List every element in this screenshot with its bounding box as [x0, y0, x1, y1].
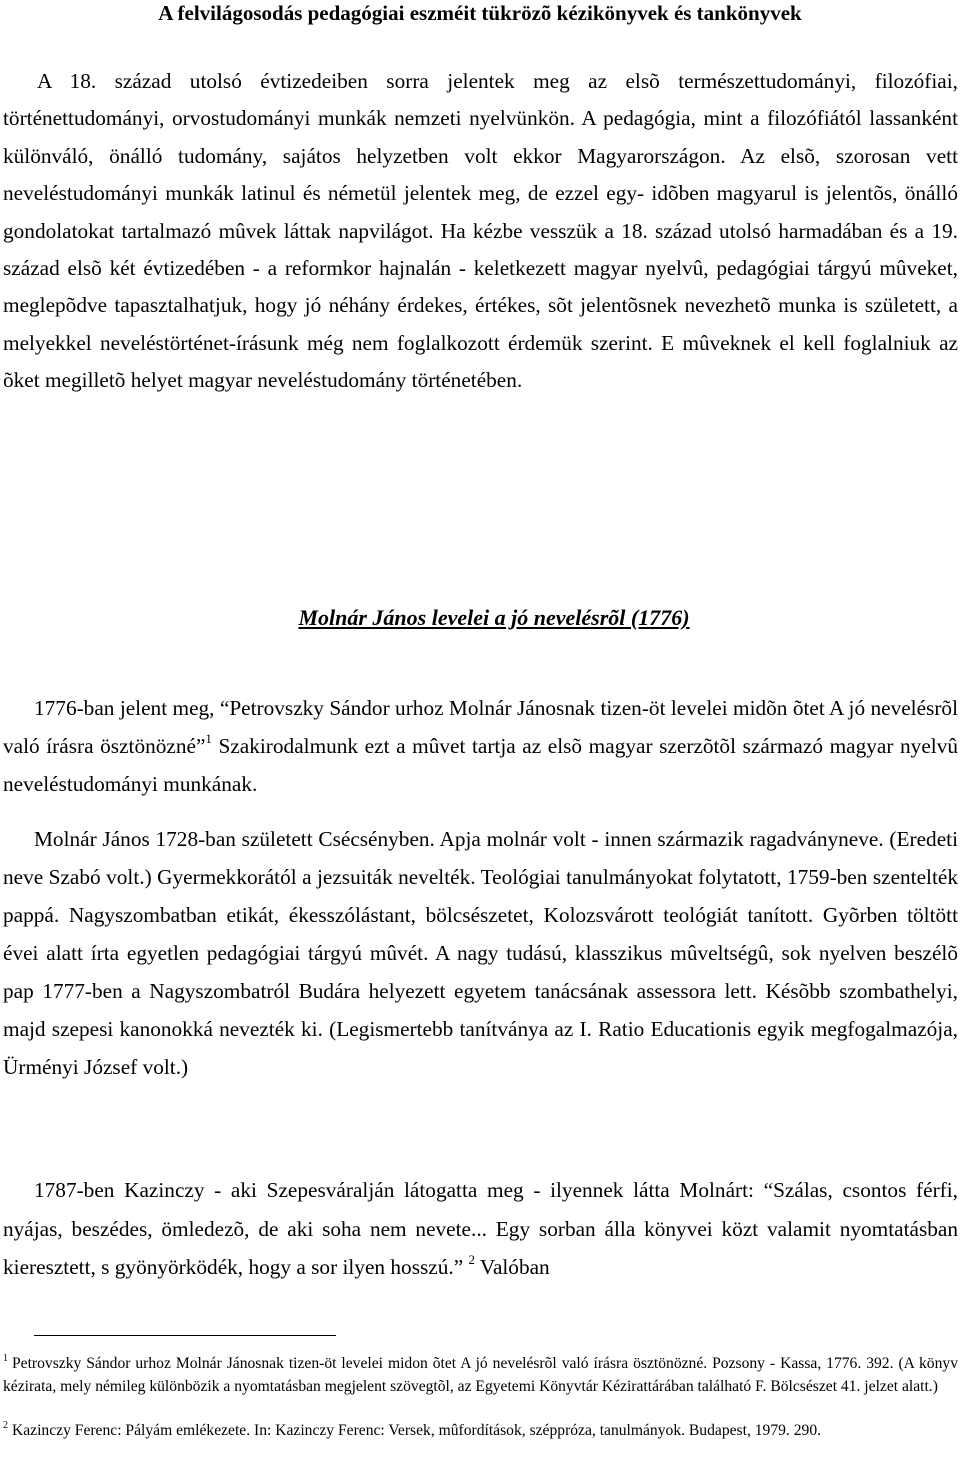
footnote-separator	[34, 1335, 336, 1336]
footnote-ref-1: 1	[205, 730, 212, 746]
section-paragraph-1	[3, 689, 958, 803]
section-paragraph-1-text: 1776-ban jelent meg, “Petrovszky Sándor urhoz Molnár Jánosnak tizen-öt levelei midõn õtet A jó nevelésrõl való írásra ösztönözné”	[3, 696, 958, 758]
intro-paragraph: A 18. század utolsó évtizedeiben sorra jelentek meg az elsõ természettudományi, filozófiai, történettudományi, orvostudományi munkák nemzeti nyelvünkön. A pedagógia, mint a filozófiától lassanként különváló, önálló tudomány, sajátos helyzetben volt ekkor Magyarországon. Az elsõ, szorosan vett neveléstudományi munkák latinul és németül jelentek meg, de ezzel egy- idõben magyarul is jelentõs, önálló gondolatokat tartalmazó mûvek láttak napvilágot. Ha kézbe vesszük a 18. század utolsó harmadában és a 19. század elsõ két évtizedében - a reformkor hajnalán - keletkezett magyar nyelvû, pedagógiai tárgyú mûveket, meglepõdve tapasztalhatjuk, hogy jó néhány érdekes, értékes, sõt jelentõsnek nevezhetõ munka is született, a melyekkel neveléstörténet-írásunk még nem foglalkozott érdemük szerint. E mûveknek el kell foglalniuk az õket megilletõ helyet magyar neveléstudomány történetében.	[3, 69, 958, 393]
footnote-1-text: Petrovszky Sándor urhoz Molnár Jánosnak tizen-öt levelei midon õtet A jó nevelésrõl való írásra ösztönözné. Pozsony - Kassa, 1776. 392. (A könyv kézirata, mely némileg különbözik a nyomtatásban megjelent szövegtõl, az Egyetemi Könyvtár Kézirattárában található F. Bölcsészet 41. jelzet alatt.)	[3, 1355, 958, 1395]
footnote-ref-2: 2	[468, 1251, 475, 1267]
footnote-2	[3, 1420, 958, 1443]
footnote-1	[3, 1353, 958, 1398]
footnote-1-number: 1	[3, 1352, 8, 1364]
footnote-2-text: Kazinczy Ferenc: Pályám emlékezete. In: Kazinczy Ferenc: Versek, mûfordítások, széppróza, tanulmányok. Budapest, 1979. 290.	[12, 1422, 822, 1439]
document-title: A felvilágosodás pedagógiai eszméit tükrözõ kézikönyvek és tankönyvek	[158, 1, 802, 25]
section-heading: Molnár János levelei a jó nevelésrõl (1776)	[298, 605, 690, 630]
section-paragraph-3	[3, 1171, 958, 1287]
section-paragraph-3-text: 1787-ben Kazinczy - aki Szepesváralján látogatta meg - ilyennek látta Molnárt: “Szálas, csontos férfi, nyájas, beszédes, ömledezõ, de aki soha nem nevete... Egy sorban álla könyvei közt valamit nyomtatásban kieresztett, s gyönyörködék, hogy a sor ilyen hosszú.”	[3, 1178, 958, 1279]
footnote-2-number: 2	[3, 1419, 8, 1431]
section-paragraph-1-text-cont: Szakirodalmunk ezt a mûvet tartja az elsõ magyar szerzõtõl származó magyar nyelvû neveléstudományi munkának.	[3, 734, 958, 796]
section-paragraph-3-text-cont: Valóban	[474, 1255, 550, 1279]
section-paragraph-2: Molnár János 1728-ban született Csécsényben. Apja molnár volt - innen származik ragadványneve. (Eredeti neve Szabó volt.) Gyermekkorától a jezsuiták nevelték. Teológiai tanulmányokat folytatott, 1759-ben szentelték pappá. Nagyszombatban etikát, ékesszólástant, bölcsészetet, Kolozsvárott teológiát tanított. Gyõrben töltött évei alatt írta egyetlen pedagógiai tárgyú mûvét. A nagy tudású, klasszikus mûveltségû, sok nyelven beszélõ pap 1777-ben a Nagyszombatról Budára helyezett egyetem tanácsának assessora lett. Késõbb szombathelyi, majd szepesi kanonokká nevezték ki. (Legismertebb tanítványa az I. Ratio Educationis egyik megfogalmazója, Ürményi József volt.)	[3, 827, 958, 1079]
